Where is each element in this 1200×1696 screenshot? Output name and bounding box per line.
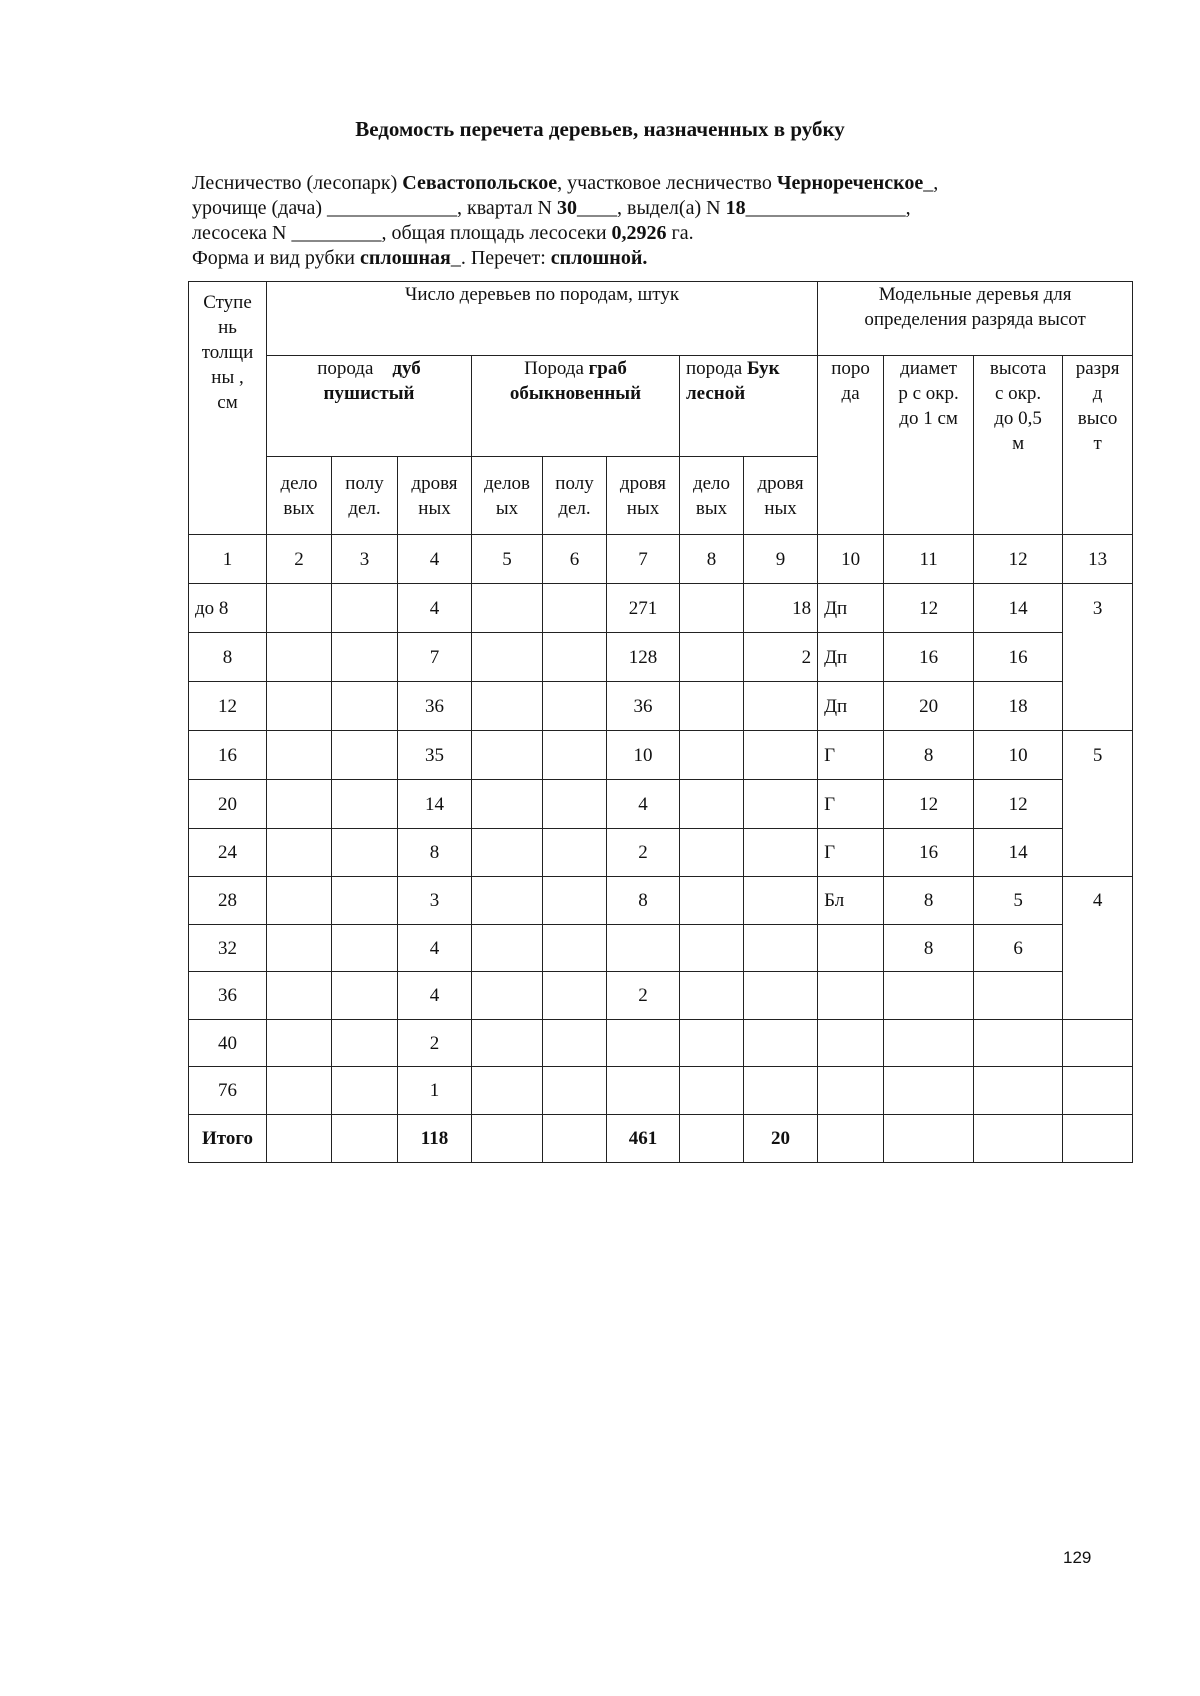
cell-c8 [680,682,744,731]
header-species-oak: порода дуб пушистый [267,356,472,457]
cell-c7: 2 [607,829,680,877]
cell-model-species [818,972,884,1020]
cell-c8 [680,1020,744,1067]
cell-c9: 2 [744,633,818,682]
header-model-trees: Модельные деревья для определения разряда высот [818,282,1133,356]
header-row-1 [189,282,1133,356]
cell-c8 [680,1067,744,1115]
table-row [189,1020,1133,1067]
cell-c7: 2 [607,972,680,1020]
cell-step: 16 [189,731,267,780]
cell-model-diameter: 12 [884,780,974,829]
table-row [189,1067,1133,1115]
cell-model-height [974,972,1063,1020]
cell-step: 32 [189,925,267,972]
cell-c2 [267,1020,332,1067]
cell-c5 [472,1115,543,1163]
cell-c8 [680,925,744,972]
total-beech-fuel: 20 [744,1115,818,1163]
cell-c4: 35 [398,731,472,780]
cell-height-class: 3 [1063,584,1133,633]
cell-model-species [818,1067,884,1115]
cell-model-diameter: 8 [884,877,974,925]
cell-model-species: Дп [818,682,884,731]
col-num: 12 [974,535,1063,584]
document-title: Ведомость перечета деревьев, назначенных в рубку [355,117,845,141]
cell-c5 [472,1020,543,1067]
cell-c2 [267,584,332,633]
cell-c3 [332,877,398,925]
col-num: 8 [680,535,744,584]
cell-c6 [543,633,607,682]
cell-c9 [744,1020,818,1067]
sub-oak-semi: полу дел. [332,457,398,535]
cell-c3 [332,972,398,1020]
sub-beech-fuel: дровя ных [744,457,818,535]
cell-model-diameter [884,972,974,1020]
col-num: 2 [267,535,332,584]
cell-model-species: Бл [818,877,884,925]
cell-c7 [607,925,680,972]
cell-c9 [744,829,818,877]
cell-c7: 271 [607,584,680,633]
cell-c8 [680,633,744,682]
cell-c5 [472,584,543,633]
table-row [189,972,1133,1020]
cell-height-class [1063,925,1133,972]
cell-c7 [607,1020,680,1067]
cell-c2 [267,877,332,925]
cell-model-height: 5 [974,877,1063,925]
cell-model-species [818,1020,884,1067]
cell-model-height: 6 [974,925,1063,972]
cell-c8 [680,972,744,1020]
cell-c4: 8 [398,829,472,877]
table-row [189,780,1133,829]
cell-c2 [267,829,332,877]
cell-step: 8 [189,633,267,682]
cell-model-height [974,1020,1063,1067]
col-num: 3 [332,535,398,584]
cell-c3 [332,584,398,633]
header-thickness-step: Ступе нь толщи ны , см [189,282,267,535]
cell-c9 [744,972,818,1020]
header-tree-count: Число деревьев по породам, штук [267,282,818,356]
col-num: 11 [884,535,974,584]
cell-height-class [1063,829,1133,877]
cell-c9 [744,925,818,972]
cell-c6 [543,780,607,829]
cell-step: 24 [189,829,267,877]
sub-hornbeam-semi: полу дел. [543,457,607,535]
document-header [192,171,1072,271]
cell-height-class [1063,1115,1133,1163]
cell-c6 [543,584,607,633]
table-row [189,584,1133,633]
cell-height-class [1063,780,1133,829]
cell-c4: 4 [398,925,472,972]
table-row [189,682,1133,731]
cell-c9 [744,780,818,829]
cell-c9 [744,731,818,780]
cell-c3 [332,731,398,780]
cell-model-diameter [884,1067,974,1115]
cell-c4: 14 [398,780,472,829]
table-row [189,877,1133,925]
cell-c6 [543,829,607,877]
cell-c5 [472,731,543,780]
cell-model-height: 12 [974,780,1063,829]
page-number: 129 [1063,1548,1092,1567]
cell-c3 [332,1115,398,1163]
cell-c8 [680,1115,744,1163]
cell-c5 [472,780,543,829]
cell-c6 [543,1115,607,1163]
cell-height-class [1063,682,1133,731]
cell-model-species: Дп [818,584,884,633]
total-label: Итого [189,1115,267,1163]
col-num: 7 [607,535,680,584]
cell-step: до 8 [189,584,267,633]
col-num: 10 [818,535,884,584]
sub-hornbeam-fuel: дровя ных [607,457,680,535]
cell-c5 [472,925,543,972]
cell-c3 [332,925,398,972]
cell-model-height: 16 [974,633,1063,682]
cell-c3 [332,633,398,682]
cell-c2 [267,633,332,682]
cell-height-class [1063,972,1133,1020]
cell-c2 [267,925,332,972]
col-num: 13 [1063,535,1133,584]
header-line-felling: Форма и вид рубки сплошная_. Перечет: сплошной. [192,247,648,269]
tree-count-table [188,281,1133,1163]
cell-step: 12 [189,682,267,731]
cell-c2 [267,972,332,1020]
cell-c5 [472,877,543,925]
sub-hornbeam-business: делов ых [472,457,543,535]
cell-c4: 2 [398,1020,472,1067]
cell-model-height: 14 [974,829,1063,877]
cell-c5 [472,682,543,731]
table-row [189,829,1133,877]
cell-model-height: 10 [974,731,1063,780]
cell-c5 [472,633,543,682]
cell-height-class: 4 [1063,877,1133,925]
table-row [189,731,1133,780]
cell-c7: 4 [607,780,680,829]
table-row [189,633,1133,682]
cell-model-species: Г [818,829,884,877]
cell-model-species: Г [818,780,884,829]
header-line-area: лесосека N _________, общая площадь лесосеки 0,2926 га. [192,222,694,244]
sub-oak-fuel: дровя ных [398,457,472,535]
cell-model-height [974,1067,1063,1115]
cell-c7: 36 [607,682,680,731]
cell-c2 [267,780,332,829]
cell-c2 [267,1115,332,1163]
sub-oak-business: дело вых [267,457,332,535]
cell-c3 [332,780,398,829]
total-oak-fuel: 118 [398,1115,472,1163]
cell-c6 [543,731,607,780]
cell-c4: 7 [398,633,472,682]
cell-c2 [267,682,332,731]
cell-model-species: Г [818,731,884,780]
cell-c7: 10 [607,731,680,780]
cell-height-class [1063,1020,1133,1067]
col-num: 6 [543,535,607,584]
cell-model-height [974,1115,1063,1163]
cell-c9 [744,682,818,731]
cell-c3 [332,682,398,731]
cell-c8 [680,877,744,925]
col-num: 9 [744,535,818,584]
cell-c6 [543,877,607,925]
cell-c3 [332,829,398,877]
cell-step: 76 [189,1067,267,1115]
cell-step: 40 [189,1020,267,1067]
cell-c9 [744,1067,818,1115]
cell-c2 [267,731,332,780]
cell-c4: 4 [398,584,472,633]
cell-c7 [607,1067,680,1115]
cell-model-diameter: 16 [884,633,974,682]
cell-c9: 18 [744,584,818,633]
cell-c7: 8 [607,877,680,925]
cell-height-class: 5 [1063,731,1133,780]
sub-beech-business: дело вых [680,457,744,535]
cell-step: 28 [189,877,267,925]
cell-model-diameter: 12 [884,584,974,633]
header-model-species: поро да [818,356,884,535]
cell-height-class [1063,1067,1133,1115]
col-num: 4 [398,535,472,584]
cell-model-height: 14 [974,584,1063,633]
cell-c5 [472,829,543,877]
cell-c4: 4 [398,972,472,1020]
cell-c5 [472,1067,543,1115]
header-model-height: высота с окр. до 0,5 м [974,356,1063,535]
cell-c9 [744,877,818,925]
col-num: 1 [189,535,267,584]
cell-model-diameter: 20 [884,682,974,731]
header-species-beech: порода Бук лесной [680,356,818,457]
cell-c2 [267,1067,332,1115]
cell-c6 [543,972,607,1020]
cell-model-height: 18 [974,682,1063,731]
total-hornbeam-fuel: 461 [607,1115,680,1163]
cell-c4: 36 [398,682,472,731]
cell-c7: 128 [607,633,680,682]
cell-model-diameter [884,1020,974,1067]
cell-model-species [818,1115,884,1163]
cell-c4: 3 [398,877,472,925]
cell-model-diameter [884,1115,974,1163]
cell-c6 [543,1020,607,1067]
cell-c8 [680,829,744,877]
cell-model-species: Дп [818,633,884,682]
cell-c8 [680,731,744,780]
cell-c8 [680,780,744,829]
cell-step: 36 [189,972,267,1020]
header-line-quarter: урочище (дача) _____________, квартал N 30____, выдел(а) N 18________________, [192,197,911,219]
cell-c5 [472,972,543,1020]
cell-c8 [680,584,744,633]
header-species-hornbeam: Порода граб обыкновенный [472,356,680,457]
col-num: 5 [472,535,543,584]
cell-c3 [332,1067,398,1115]
table-row [189,925,1133,972]
total-row [189,1115,1133,1163]
header-model-height-class: разря д высо т [1063,356,1133,535]
cell-model-diameter: 8 [884,925,974,972]
header-line-forestry: Лесничество (лесопарк) Севастопольское, участковое лесничество Чернореченское_, [192,172,939,194]
cell-c6 [543,1067,607,1115]
cell-step: 20 [189,780,267,829]
cell-c3 [332,1020,398,1067]
column-number-row [189,535,1133,584]
cell-c6 [543,925,607,972]
cell-c6 [543,682,607,731]
cell-model-species [818,925,884,972]
header-row-2 [189,356,1133,457]
header-model-diameter: диамет р с окр. до 1 см [884,356,974,535]
cell-height-class [1063,633,1133,682]
cell-c4: 1 [398,1067,472,1115]
cell-model-diameter: 16 [884,829,974,877]
cell-model-diameter: 8 [884,731,974,780]
